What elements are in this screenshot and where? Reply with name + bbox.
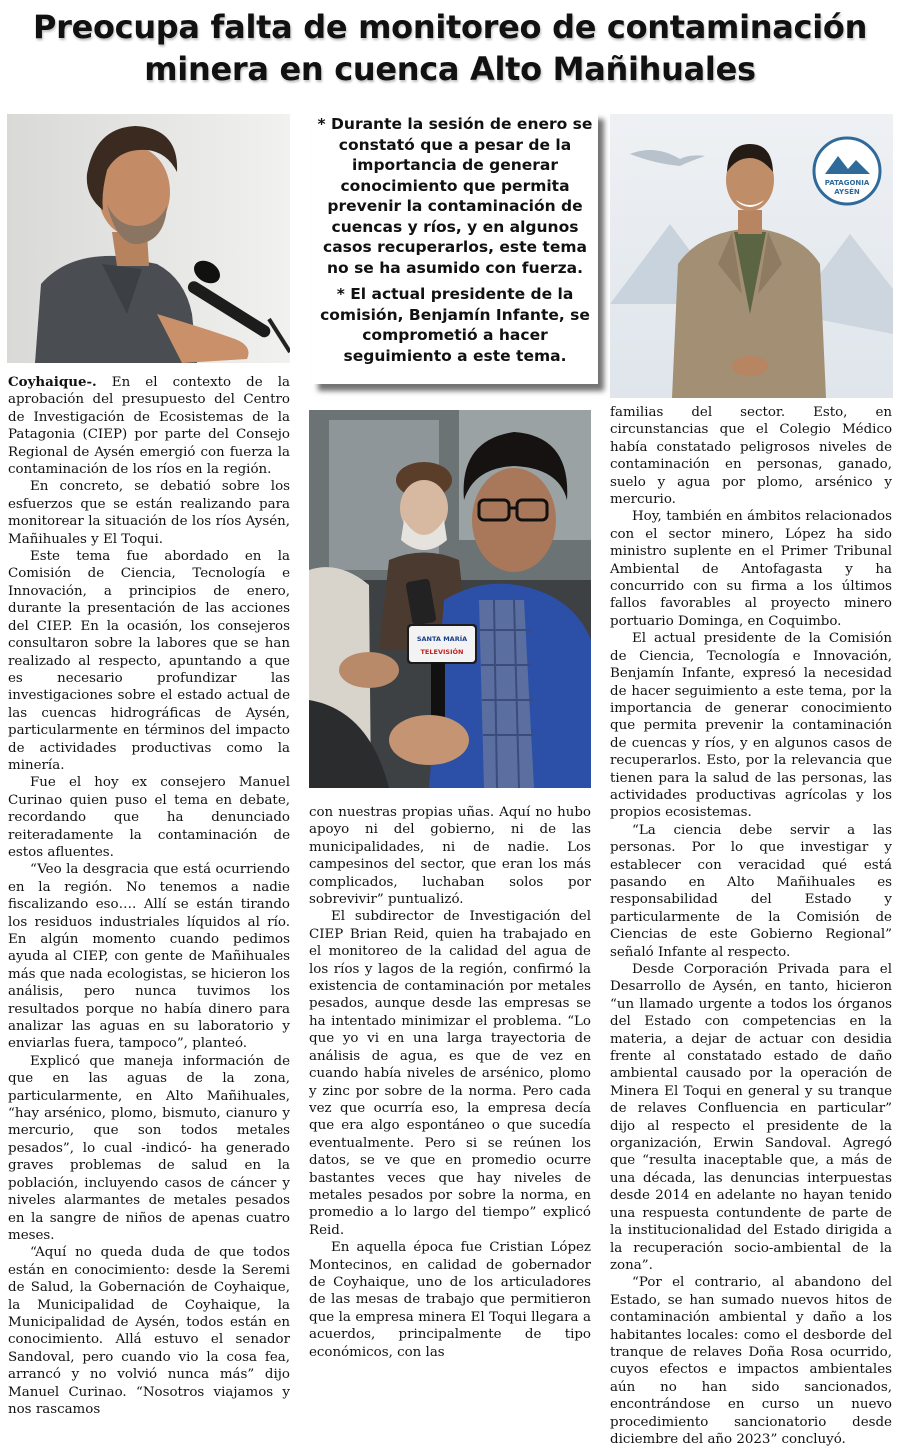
paragraph-3: Este tema fue abordado en la Comisión de Ciencia, Tecnología e Innovación, a principios de enero, durante la presentación de las acciones del CIEP. En la ocasión, los consejeros consultaron sobre la labores que se han realizado al respecto, apuntando a que es necesario profundizar las investigaciones sobre el estado actual de las cuencas hidrográficas de Aysén, particularmente en términos del impacto de actividades productivas como la minería. [8, 549, 290, 773]
headline-line-2: minera en cuenca Alto Mañihuales [144, 50, 756, 88]
article-column-2 [309, 804, 591, 1361]
paragraph-16: “Por el contrario, al abandono del Estado, se han sumado nuevos hitos de contaminación ambiental y daño a los habitantes locales: como el desborde del tranque de relaves Doña Rosa ocurrido, cuyos efectos e impactos ambientales aún no han sido sancionados, encontrándose en curso un nuevo procedimiento sancionatorio desde diciembre del año 2023” concluyó. [610, 1275, 892, 1447]
paragraph-9: El subdirector de Investigación del CIEP Brian Reid, quien ha trabajado en el monitoreo de la calidad del agua de los ríos y lagos de la región, confirmó la existencia de contaminación por metales pesados, aunque desde las empresas se ha intentado minimizar el problema. “Lo que yo vi en una larga trayectoria de análisis de agua, es que de vez en cuando había niveles de arsénico, plomo y zinc por sobre de la norma. Pero cada vez que ocurría eso, la empresa decía que era algo espontáneo o que sucedía eventualmente. Pero si se reúnen los datos, se ve que en promedio ocurre bastantes veces que hay niveles de metales pesados por sobre la norma, en promedio a lo largo del tiempo” explicó Reid. [309, 909, 591, 1238]
dateline: Coyhaique-. [8, 374, 97, 390]
photo-curinao-speaking [7, 114, 290, 363]
article-column-3 [610, 404, 892, 1448]
paragraph-11: familias del sector. Esto, en circunstancias que el Colegio Médico había constatado peligrosos niveles de contaminación en personas, ganado, suelo y agua por plomo, arsénico y mercurio. [610, 405, 892, 508]
highlight-1: * Durante la sesión de enero se constató que a pesar de la importancia de generar conocimiento que permita prevenir la contaminación de cuencas y ríos, y en algunos casos recuperarlos, este tema no se ha asumido con fuerza. [317, 115, 593, 277]
highlights-box [312, 112, 598, 384]
logo-text-1: PATAGONIA [824, 179, 870, 187]
paragraph-1 [8, 374, 290, 478]
logo-text-2: AYSÉN [834, 188, 860, 196]
mic-logo-text-1: SANTA MARÍA [416, 635, 468, 643]
paragraph-14: “La ciencia debe servir a las personas. Por lo que investigar y establecer con veracidad qué está pasando en Alto Mañihuales es responsabilidad del Estado y particularmente de la Comisión de Ciencias de este Gobierno Regional” señaló Infante al respecto. [610, 822, 892, 960]
paragraph-2: En concreto, se debatió sobre los esfuerzos que se están realizando para monitorear la situación de los ríos Aysén, Mañihuales y El Toqui. [8, 479, 290, 547]
paragraph-7: “Aquí no queda duda de que todos están en conocimiento: desde la Seremi de Salud, la Gobernación de Coyhaique, la Municipalidad de Coyhaique, la Municipalidad de Aysén, todos están en conocimiento. Allá estuvo el senador Sandoval, pero cuando vio la cosa fea, arrancó y no volvió nunca más” dijo Manuel Curinao. “Nosotros viajamos y nos rascamos [8, 1245, 290, 1417]
paragraph-4: Fue el hoy ex consejero Manuel Curinao quien puso el tema en debate, recordando que ha denunciado reiteradamente la contaminación de estos afluentes. [8, 775, 290, 860]
highlight-2: * El actual presidente de la comisión, Benjamín Infante, se comprometió a hacer seguimiento a este tema. [320, 285, 590, 365]
paragraph-12: Hoy, también en ámbitos relacionados con el sector minero, López ha sido ministro suplente en el Primer Tribunal Ambiental de Antofagasta y ha concurrido con su firma a los últimos fallos favorables al proyecto minero portuario Dominga, en Coquimbo. [610, 509, 892, 629]
paragraph-10: En aquella época fue Cristian López Montecinos, en calidad de gobernador de Coyhaique, uno de los articuladores de las mesas de trabajo que permitieron que la empresa minera El Toqui llegara a acuerdos, principalmente de tipo económicos, con las [309, 1240, 591, 1360]
headline-line-1: Preocupa falta de monitoreo de contaminación [32, 8, 868, 46]
paragraph-6: Explicó que maneja información de que en las aguas de la zona, particularmente, en Alto Mañihuales, “hay arsénico, plomo, bismuto, cianuro y mercurio, que son todos metales pesados”, lo cual -indicó- ha generado graves problemas de salud en la población, incluyendo casos de cáncer y niveles alarmantes de metales pesados en la sangre de niños de apenas cuatro meses. [8, 1053, 290, 1243]
photo-reid-interview [309, 410, 591, 788]
headline [0, 6, 900, 90]
article-column-1 [8, 374, 290, 1418]
paragraph-15: Desde Corporación Privada para el Desarrollo de Aysén, en tanto, hicieron “un llamado urgente a todos los órganos del Estado con competencias en la materia, a dejar de actuar con desidia frente al constatado estado de daño ambiental causado por la operación de Minera El Toqui en general y su tranque de relaves Confluencia en particular” dijo al respecto el presidente de la organización, Erwin Sandoval. Agregó que “resulta inaceptable que, a más de una década, las denuncias interpuestas desde 2014 en adelante no hayan tenido una respuesta contundente de parte de la institucionalidad del Estado dirigida a la recuperación socio-ambiental de la zona”. [610, 962, 892, 1273]
paragraph-1-text: En el contexto de la aprobación del presupuesto del Centro de Investigación de Ecosistemas de la Patagonia (CIEP) por parte del Consejo Regional de Aysén emergió con fuerza la contaminación de los ríos en la región. [8, 375, 290, 478]
photo-infante-portrait [610, 114, 893, 398]
paragraph-5: “Veo la desgracia que está ocurriendo en la región. No tenemos a nadie fiscalizando eso…. Allí se están tirando los residuos industriales líquidos al río. En algún momento cuando pedimos ayuda al CIEP, con gente de Mañihuales más que nada ecologistas, se hicieron los análisis, pero nunca tuvimos los resultados porque no había dinero para analizar las aguas en su laboratorio y enviarlas fuera, tampoco”, planteó. [8, 862, 290, 1052]
paragraph-8: con nuestras propias uñas. Aquí no hubo apoyo ni del gobierno, ni de las municipalidades, ni de nadie. Los campesinos del sector, que eran los más complicados, luchaban solos por sobrevivir” puntualizó. [309, 805, 591, 908]
paragraph-13: El actual presidente de la Comisión de Ciencia, Tecnología e Innovación, Benjamín Infante, expresó la necesidad de hacer seguimiento a este tema, por la importancia de generar conocimiento que permita prevenir la contaminación de cuencas y ríos, y en algunos casos de recuperarlos. Esto, por la relevancia que tienen para la salud de las personas, las actividades productivas agrícolas y los propios ecosistemas. [610, 631, 892, 821]
mic-logo-text-2: TELEVISIÓN [420, 648, 464, 656]
